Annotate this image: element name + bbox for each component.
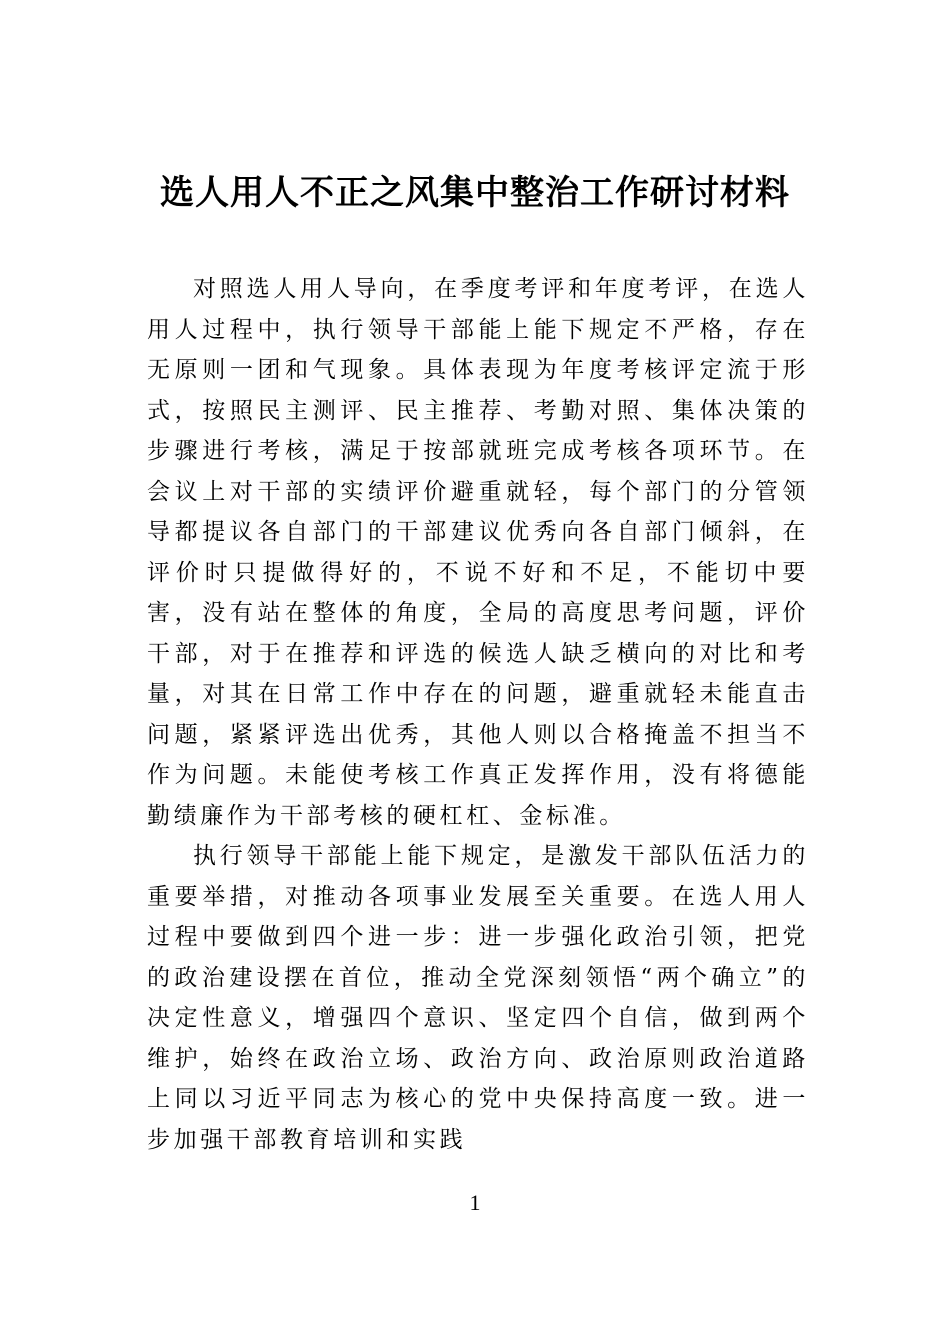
- paragraph-2: 执行领导干部能上能下规定，是激发干部队伍活力的重要举措，对推动各项事业发展至关重要。在选人用人过程中要做到四个进一步：进一步强化政治引领，把党的政治建设摆在首位，推动全党深刻领悟“两个确立”的决定性意义，增强四个意识、坚定四个自信，做到两个维护，始终在政治立场、政治方向、政治原则政治道路上同以习近平同志为核心的党中央保持高度一致。进一步加强干部教育培训和实践: [147, 843, 809, 1153]
- page-number: 1: [469, 1190, 481, 1215]
- document-body: [147, 269, 809, 1160]
- document-title: 选人用人不正之风集中整治工作研讨材料: [160, 173, 790, 213]
- paragraph-1: 对照选人用人导向，在季度考评和年度考评，在选人用人过程中，执行领导干部能上能下规定不严格，存在无原则一团和气现象。具体表现为年度考核评定流于形式，按照民主测评、民主推荐、考勤对照、集体决策的步骤进行考核，满足于按部就班完成考核各项环节。在会议上对干部的实绩评价避重就轻，每个部门的分管领导都提议各自部门的干部建议优秀向各自部门倾斜，在评价时只提做得好的，不说不好和不足，不能切中要害，没有站在整体的角度，全局的高度思考问题，评价干部，对于在推荐和评选的候选人缺乏横向的对比和考量，对其在日常工作中存在的问题，避重就轻未能直击问题，紧紧评选出优秀，其他人则以合格掩盖不担当不作为问题。未能使考核工作真正发挥作用，没有将德能勤绩廉作为干部考核的硬杠杠、金标准。: [147, 276, 809, 829]
